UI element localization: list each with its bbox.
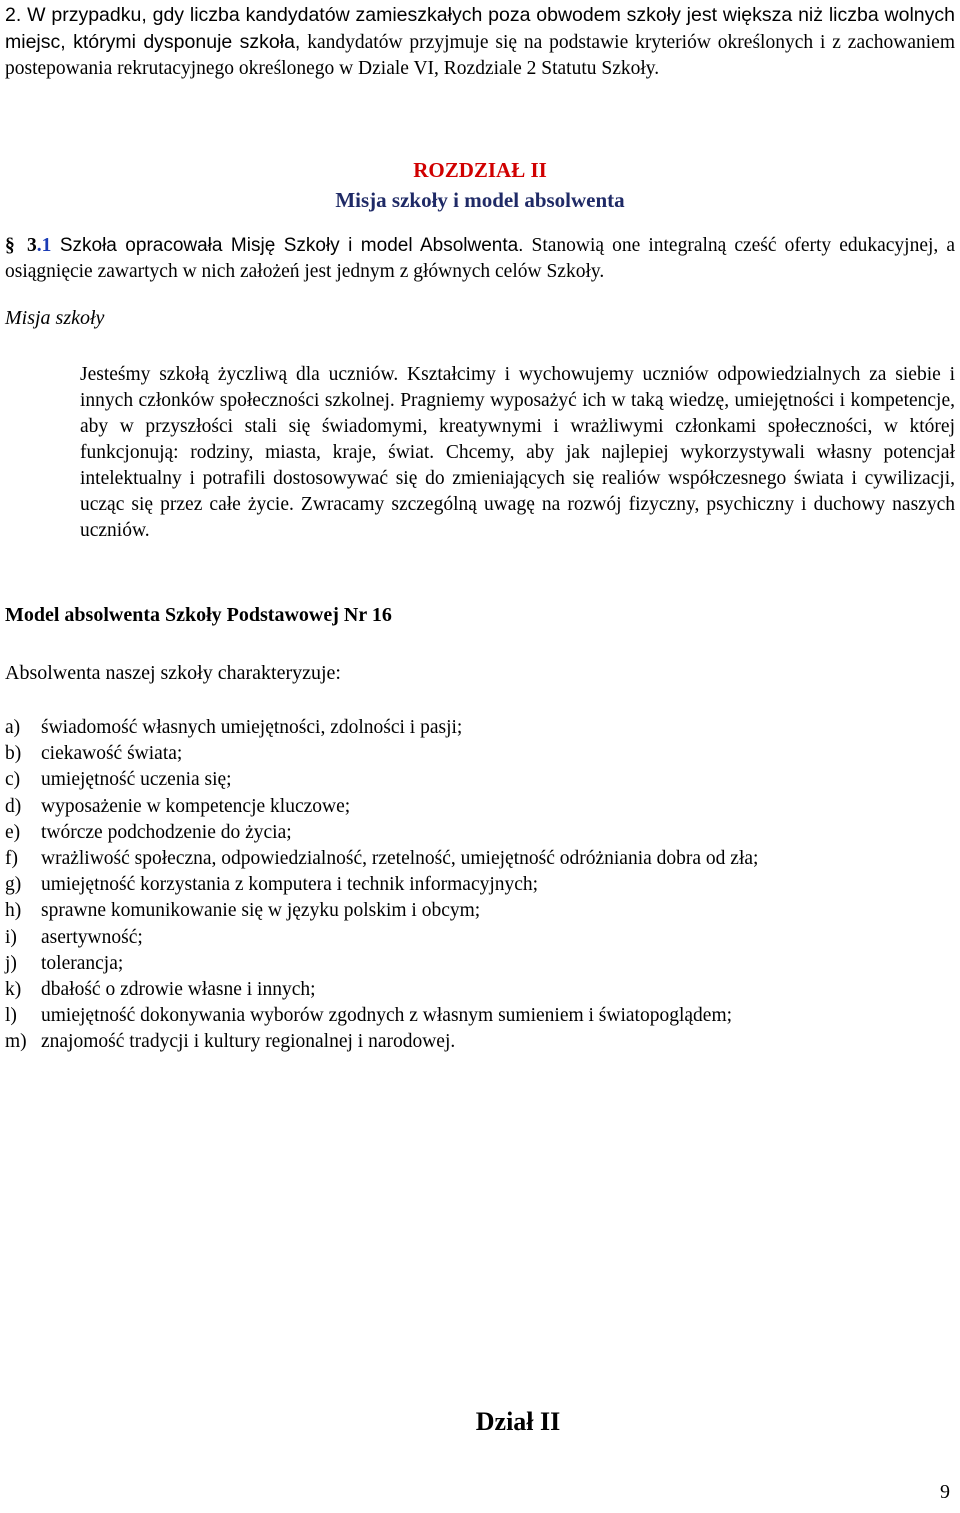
list-item-text: wyposażenie w kompetencje kluczowe; xyxy=(41,795,351,817)
section-sign-icon: § xyxy=(5,235,15,256)
section-3-1-rest: Stanowią one integralną cześć oferty edukacyjnej, a osiągnięcie zawartych w nich założeń jest jednym z głównych celów Szkoły. xyxy=(5,235,955,282)
list-item-text: tolerancja; xyxy=(41,952,124,974)
next-division-heading: Dział II xyxy=(475,1407,561,1436)
list-item-marker: b) xyxy=(5,743,22,765)
chapter-heading: ROZDZIAŁ II xyxy=(413,158,547,182)
list-item-text: znajomość tradycji i kultury regionalnej i narodowej. xyxy=(41,1031,456,1053)
list-item-marker: k) xyxy=(5,978,22,1000)
list-item-text: sprawne komunikowanie się w języku polskim i obcym; xyxy=(41,900,481,922)
list-item-marker: m) xyxy=(5,1031,27,1053)
list-item xyxy=(5,977,960,1003)
intro-paragraph xyxy=(5,2,955,82)
list-item xyxy=(5,1029,960,1055)
list-item-text: dbałość o zdrowie własne i innych; xyxy=(41,978,316,1000)
list-item xyxy=(5,820,960,846)
list-item-text: świadomość własnych umiejętności, zdolności i pasji; xyxy=(41,717,463,738)
mission-body: Jesteśmy szkołą życzliwą dla uczniów. Kształcimy i wychowujemy uczniów odpowiedzialnych za siebie i innych członków społeczności szkolnej. Pragniemy wyposażyć ich w taką wiedzę, umiejętności i kompetencje, aby w przyszłości stali się świadomymi, kreatywnymi i wrażliwymi członkami społeczności, w której funkcjonują: rodziny, miasta, kraje, świat. Chcemy, aby jak najlepiej wykorzystywali własny potencjał intelektualny i potrafili dostosowywać się do zmieniających się realiów współczesnego świata i cywilizacji, ucząc się przez całe życie. Zwracamy szczególną uwagę na rozwój fizyczny, psychiczny i duchowy naszych uczniów. xyxy=(80,364,955,541)
list-item-marker: a) xyxy=(5,717,21,738)
list-item xyxy=(5,1003,960,1029)
chapter-subtitle: Misja szkoły i model absolwenta xyxy=(335,188,625,212)
list-item-marker: g) xyxy=(5,874,22,896)
list-item-marker: c) xyxy=(5,769,21,791)
graduate-model-title: Model absolwenta Szkoły Podstawowej Nr 16 xyxy=(5,604,392,626)
list-item-marker: e) xyxy=(5,821,21,843)
section-3-1-lead: Szkoła opracowała Misję Szkoły i model Absolwenta. xyxy=(51,235,524,256)
intro-paragraph-lead: 2. W przypadku, gdy liczba kandydatów zamieszkałych poza obwodem szkoły jest większa niż liczba wolnych miejsc, którymi dysponuje szkoła, xyxy=(5,4,955,53)
list-item xyxy=(5,846,960,872)
list-item-marker: f) xyxy=(5,847,18,869)
list-item-text: twórcze podchodzenie do życia; xyxy=(41,821,292,843)
list-item-text: umiejętność korzystania z komputera i technik informacyjnych; xyxy=(41,874,539,896)
list-item-text: umiejętność dokonywania wyborów zgodnych z własnym sumieniem i światopoglądem; xyxy=(41,1005,733,1027)
list-item xyxy=(5,925,960,951)
list-item xyxy=(5,741,960,767)
section-number-minor: .1 xyxy=(36,235,52,256)
list-item xyxy=(5,951,960,977)
graduate-model-intro: Absolwenta naszej szkoły charakteryzuje: xyxy=(5,662,341,684)
list-item-text: asertywność; xyxy=(41,926,143,948)
list-item-marker: h) xyxy=(5,900,22,922)
intro-paragraph-rest: kandydatów przyjmuje się na podstawie kryteriów określonych i z zachowaniem postepowania rekrutacyjnego określonego w Dziale VI, Rozdziale 2 Statutu Szkoły. xyxy=(5,32,955,79)
section-number xyxy=(27,235,51,256)
list-item xyxy=(5,715,960,741)
list-item-marker: i) xyxy=(5,926,17,948)
list-item xyxy=(5,794,960,820)
list-item-marker: d) xyxy=(5,795,22,817)
list-item xyxy=(5,898,960,924)
list-item-text: umiejętność uczenia się; xyxy=(41,769,232,791)
list-item-text: wrażliwość społeczna, odpowiedzialność, rzetelność, umiejętność odróżniania dobra od zła; xyxy=(41,847,759,869)
section-number-major: 3 xyxy=(27,235,37,256)
list-item xyxy=(5,767,960,793)
page-number: 9 xyxy=(940,1481,950,1503)
mission-title: Misja szkoły xyxy=(5,307,105,329)
list-item-marker: j) xyxy=(5,952,17,974)
list-item xyxy=(5,872,960,898)
section-3-1-paragraph xyxy=(5,233,955,285)
list-item-text: ciekawość świata; xyxy=(41,743,183,765)
graduate-traits-list xyxy=(5,715,960,1055)
list-item-marker: l) xyxy=(5,1005,17,1027)
